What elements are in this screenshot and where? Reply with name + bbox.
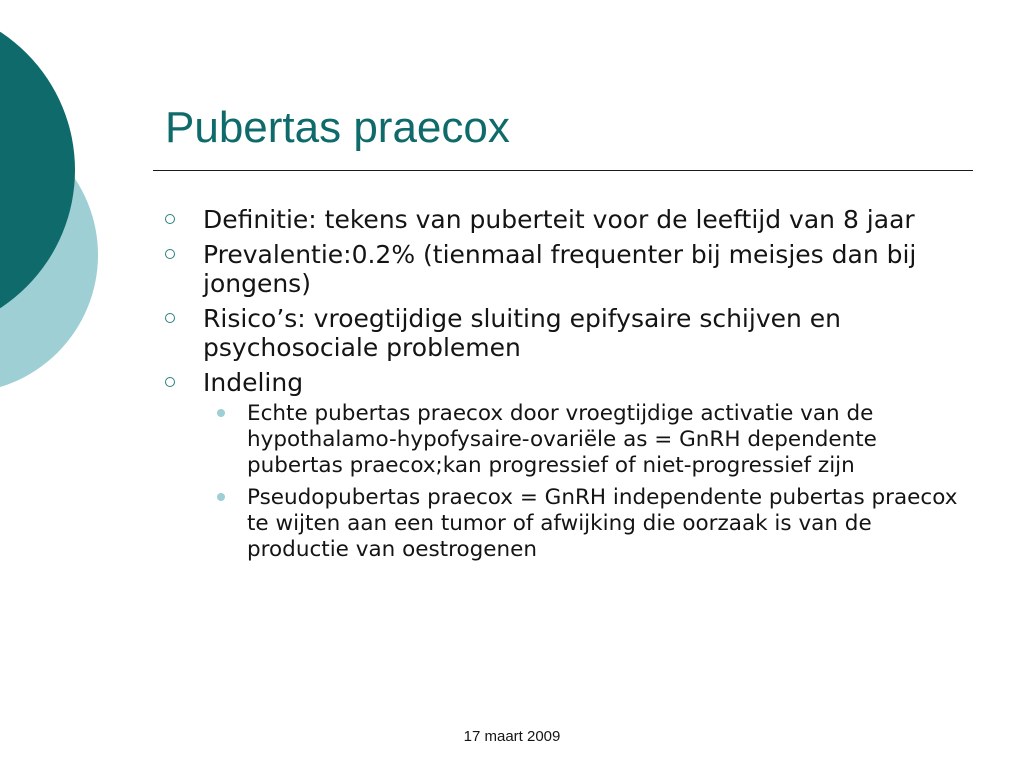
dot-bullet-icon: [217, 409, 225, 417]
sub-bullet-list: [203, 401, 970, 563]
dot-bullet-icon: [217, 493, 225, 501]
bullet-item: [165, 240, 970, 298]
footer-date: 17 maart 2009: [463, 728, 561, 745]
sub-bullet-item: [203, 485, 970, 563]
sub-bullet-item: [203, 401, 970, 479]
ring-bullet-icon: [165, 249, 175, 259]
bullet-item: [165, 368, 970, 563]
bullet-item: [165, 205, 970, 234]
bullet-text: Prevalentie:0.2% (tienmaal frequenter bij meisjes dan bij jongens): [203, 240, 917, 298]
decorative-circles: [0, 0, 110, 420]
sub-bullet-text: Echte pubertas praecox door vroegtijdige activatie van de hypothalamo-hypofysaire-ovariële as = GnRH dependente pubertas praecox;kan progressief of niet-progressief zijn: [247, 401, 877, 478]
bullet-text: Indeling: [203, 368, 304, 397]
slide-title: Pubertas praecox: [165, 103, 510, 152]
bullet-item: [165, 304, 970, 362]
bullet-text: Definitie: tekens van puberteit voor de leeftijd van 8 jaar: [203, 205, 915, 234]
sub-bullet-text: Pseudopubertas praecox = GnRH independente pubertas praecox te wijten aan een tumor of afwijking die oorzaak is van de productie van oestrogenen: [247, 485, 958, 562]
ring-bullet-icon: [165, 313, 175, 323]
ring-bullet-icon: [165, 377, 175, 387]
ring-bullet-icon: [165, 214, 175, 224]
bullet-list: [165, 205, 970, 569]
bullet-text: Risico’s: vroegtijdige sluiting epifysaire schijven en psychosociale problemen: [203, 304, 842, 362]
title-divider: [153, 170, 973, 171]
